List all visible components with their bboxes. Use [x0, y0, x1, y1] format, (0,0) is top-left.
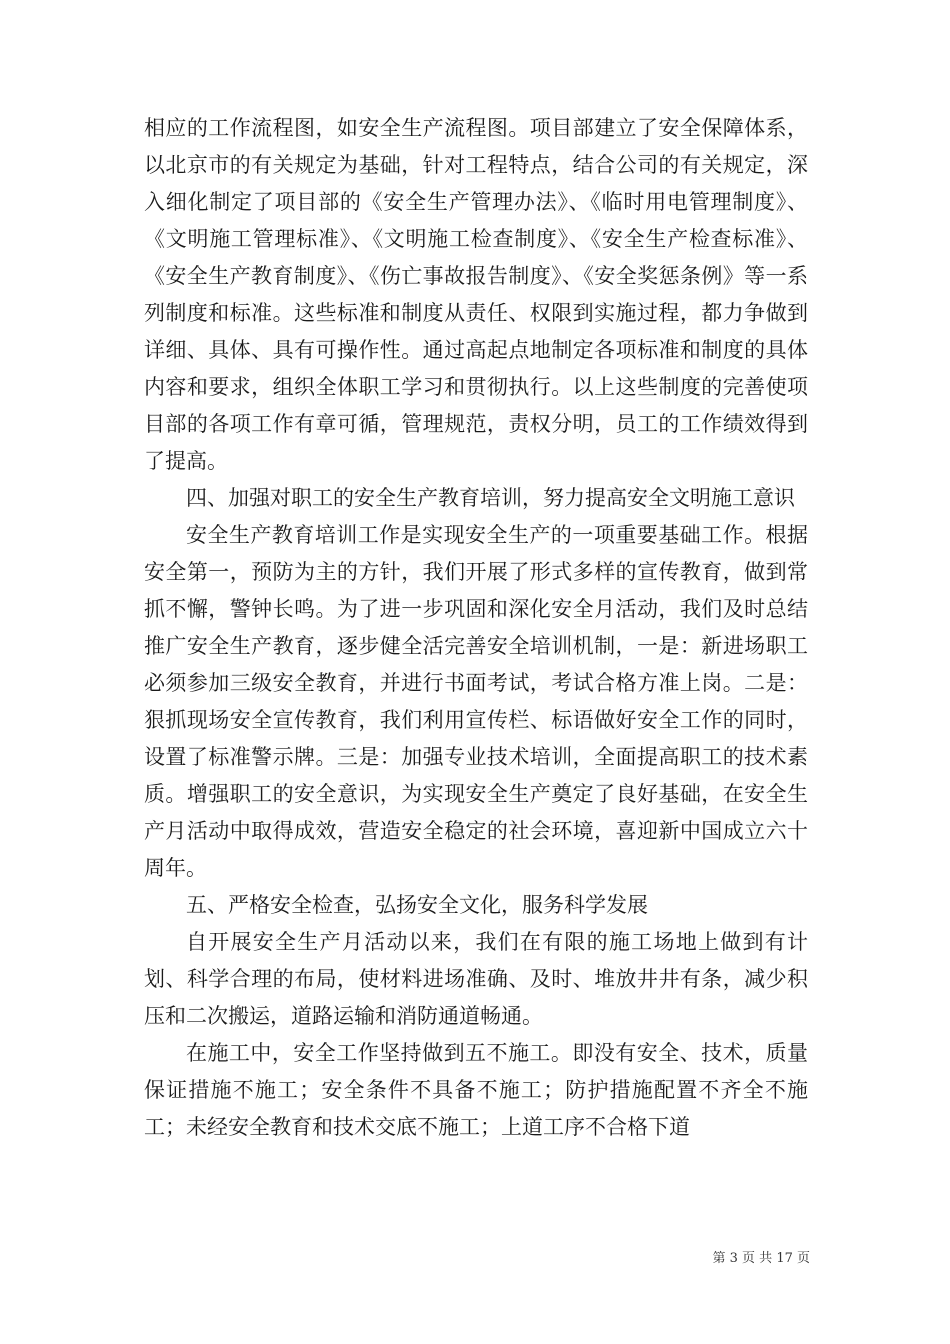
paragraph-training: 安全生产教育培训工作是实现安全生产的一项重要基础工作。根据安全第一，预防为主的方针，我们开展了形式多样的宣传教育，做到常抓不懈，警钟长鸣。为了进一步巩固和深化安全月活动，我们及时总结推广安全生产教育，逐步健全活完善安全培训机制，一是：新进场职工必须参加三级安全教育，并进行书面考试，考试合格方准上岗。二是：狠抓现场安全宣传教育，我们利用宣传栏、标语做好安全工作的同时，设置了标准警示牌。三是：加强专业技术培训，全面提高职工的技术素质。增强职工的安全意识，为实现安全生产奠定了良好基础，在安全生产月活动中取得成效，营造安全稳定的社会环境，喜迎新中国成立六十周年。 [144, 523, 808, 880]
document-body [144, 110, 808, 1146]
section-heading-4: 四、加强对职工的安全生产教育培训，努力提高安全文明施工意识 [186, 486, 795, 510]
paragraph-site-layout: 自开展安全生产月活动以来，我们在有限的施工场地上做到有计划、科学合理的布局，使材料进场准确、及时、堆放井井有条，减少积压和二次搬运，道路运输和消防通道畅通。 [144, 930, 808, 1028]
paragraph-continuation: 相应的工作流程图，如安全生产流程图。项目部建立了安全保障体系，以北京市的有关规定为基础，针对工程特点，结合公司的有关规定，深入细化制定了项目部的《安全生产管理办法》、《临时用电管理制度》、《文明施工管理标准》、《文明施工检查制度》、《安全生产检查标准》、《安全生产教育制度》、《伤亡事故报告制度》、《安全奖惩条例》等一系列制度和标准。这些标准和制度从责任、权限到实施过程，都力争做到详细、具体、具有可操作性。通过高起点地制定各项标准和制度的具体内容和要求，组织全体职工学习和贯彻执行。以上这些制度的完善使项目部的各项工作有章可循，管理规范，责权分明，员工的工作绩效得到了提高。 [144, 116, 808, 473]
section-heading-5: 五、严格安全检查，弘扬安全文化，服务科学发展 [186, 893, 648, 917]
page-number: 第 3 页 共 17 页 [712, 1251, 810, 1266]
paragraph-five-no-construction: 在施工中，安全工作坚持做到五不施工。即没有安全、技术，质量保证措施不施工；安全条件不具备不施工；防护措施配置不齐全不施工；未经安全教育和技术交底不施工；上道工序不合格下道 [144, 1041, 808, 1139]
